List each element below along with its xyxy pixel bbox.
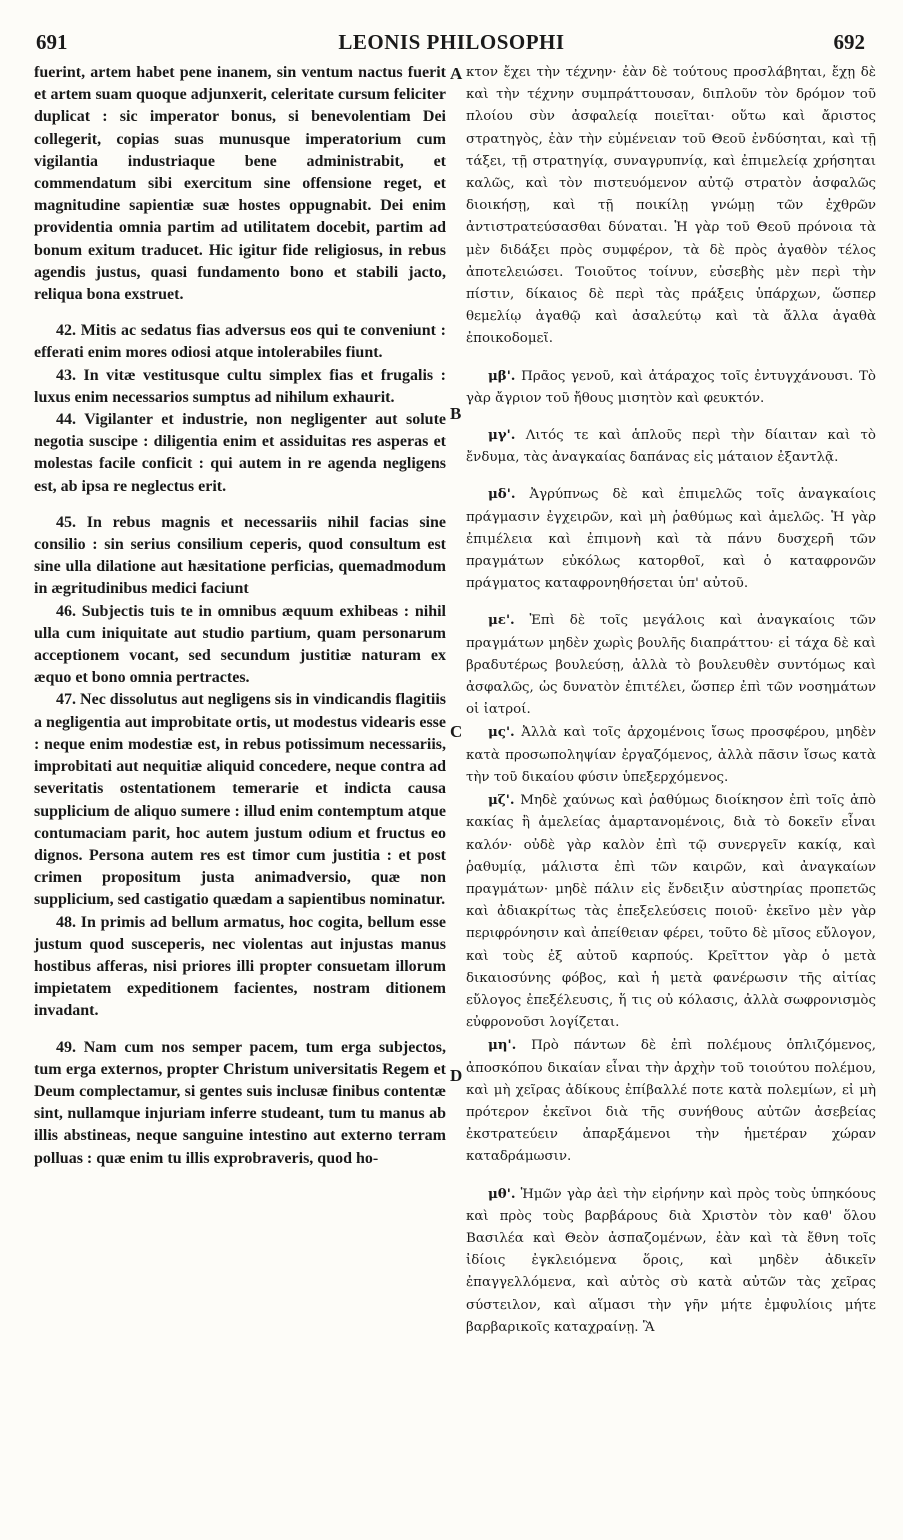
latin-paragraph-text: Vigilanter et industrie, non negligenter aut solute negotia suscipe : diligentia enim et assiduitas res asperas et molestas facile conficit : qui autem in re agenda negligens est, ab ipsa re neglectus erit. <box>34 411 446 495</box>
greek-paragraph <box>466 424 876 469</box>
latin-paragraph <box>34 320 446 364</box>
greek-paragraph <box>466 721 876 789</box>
latin-column <box>34 62 446 1170</box>
latin-paragraph-number: 44. <box>56 411 76 429</box>
latin-paragraph-number: 46. <box>56 602 76 620</box>
greek-paragraph-text: κτον ἔχει τὴν τέχνην· ἐὰν δὲ τούτους προσλάβηται, ἔχῃ δὲ καὶ τὴν τέχνην συμπράττουσαν, διπλοῦν τὸν δρόμον τοῦ πλοίου σὺν ἀσφαλείᾳ ποιεῖται· οὕτω καὶ ἄριστος στρατηγὸς, ἐὰν τὴν εὐμένειαν τοῦ Θεοῦ ἐνδύσηται, καὶ τῇ τάξει, τῇ στρατηγίᾳ, συναγρυπνίᾳ, καὶ ἐπιμελείᾳ χρήσηται καλῶς, καὶ τὸν πιστευόμενον αὐτῷ στρατὸν ἀσφαλῶς διοικήσῃ, καὶ τῇ ποικίλῃ γνώμῃ τῶν ἐχθρῶν ἀντιστρατεύσασθαι δύναται. Ἡ γὰρ τοῦ Θεοῦ πρόνοια τὰ μὲν διδάξει πρὸς συμφέρον, τὰ δὲ πρὸς ἀγαθὸν τέλος ἀποτελειώσει. Τοιοῦτος τοίνυν, εὐσεβὴς μὲν περὶ τὴν πίστιν, δίκαιος δὲ περὶ τὰς πράξεις ὑπάρχων, ὥσπερ θεμελίῳ ἀγαθῷ καὶ ἀσαλεύτῳ καὶ τὰ ἄλλα ἀγαθὰ ἐποικοδομεῖ. <box>466 65 876 347</box>
greek-paragraph <box>466 365 876 410</box>
latin-paragraph <box>34 365 446 409</box>
latin-paragraph-number: 49. <box>56 1038 76 1056</box>
greek-paragraph-number: μβ'. <box>488 367 516 384</box>
latin-paragraph <box>34 512 446 601</box>
greek-paragraph-text: Πρὸ πάντων δὲ ἐπὶ πολέμους ὁπλιζόμενος, ἀποσκόπου δικαίαν εἶναι τὴν ἀρχὴν τοῦ τοιούτου πολέμου, καὶ μὴ χεῖρας ἀδίκους ἐπίβαλλέ ποτε κατὰ πολεμίων, εἰ μὴ πρότερον ἐκεῖνοι διὰ τῆς συνήθους αὐτῶν ἀσεβείας ἐκστρατεύειν ἀπαρξάμενοι τὴν ἡμετέραν χώραν καταδράμωσιν. <box>466 1038 876 1165</box>
greek-paragraph-number: μη'. <box>488 1037 517 1054</box>
page-header <box>30 14 873 54</box>
latin-paragraph <box>34 912 446 1023</box>
page-number-left: 691 <box>36 30 68 54</box>
greek-paragraph <box>466 789 876 1034</box>
latin-paragraph-number: 45. <box>56 513 76 531</box>
greek-paragraph-number: μδ'. <box>488 486 516 503</box>
greek-paragraph <box>466 609 876 721</box>
greek-paragraph-number: με'. <box>488 612 515 629</box>
latin-paragraph <box>34 1037 446 1170</box>
margin-marker-a: A <box>450 64 463 83</box>
greek-paragraph <box>466 62 876 351</box>
greek-paragraph-number: μγ'. <box>488 427 516 444</box>
latin-paragraph <box>34 601 446 690</box>
latin-paragraph-text: Subjectis tuis te in omnibus æquum exhibeas : nihil ulla cum iniquitate aut studio partium, quam personarum acceptionem vocant, sed secundum justitiæ naturam ex æquo et bono omnia pertractes. <box>34 602 446 687</box>
latin-paragraph <box>34 409 446 498</box>
margin-marker-d: D <box>450 1066 463 1085</box>
latin-paragraph-text: In primis ad bellum armatus, hoc cogita, bellum esse justum quod susceperis, nec violentas aut injustas manus hostibus afferas, nisi priores illi propter consuetam illorum impietatem expeditionem facientes, nostram ditionem invadant. <box>34 913 446 1020</box>
greek-paragraph-text: Μηδὲ χαύνως καὶ ῥαθύμως διοίκησον ἐπὶ τοῖς ἀπὸ κακίας ἢ ἀμελείας ἁμαρτανομένοις, διὰ τὸ δοκεῖν εἶναι καλόν· οὐδὲ γὰρ καλὸν ἐπὶ τῷ συνεργεῖν κακίᾳ, καὶ ῥαθυμίᾳ, μάλιστα ἐπὶ τῶν καιρῶν, καὶ ἀναγκαίων πραγμάτων· μηδὲ πάλιν εἰς ἔνδειξιν αὐστηρίας προπετῶς καὶ ἀδιακρίτως τὰς ἐπεξελεύσεις ποιοῦ· ἐκεῖνο μὲν γὰρ περιφρόνησιν καὶ ἀπείθειαν φέρει, τοῦτο δὲ μῖσος εὔλογον, καὶ τοὺς ἐξ αὐτοῦ καρπούς. Κρεῖττον γὰρ ὁ μετὰ δικαιοσύνης φόβος, καὶ ἡ μετὰ φανέρωσιν τῆς αἰτίας εὔλογος ἐπεξέλευσις, ἥ τις οὐ κόλασις, ἀλλὰ σωφρονισμὸς εὐφρονοῦσι λογίζεται. <box>466 793 876 1031</box>
margin-marker-c: C <box>450 722 463 741</box>
latin-paragraph-text: fuerint, artem habet pene inanem, sin ventum nactus fuerit et artem suam quoque adjunxerit, celeritate cursum feliciter duplicat : sic imperator bonus, si benevolentiam Dei collegerit, copias suas munusque imperatorium cum vigilantia industriaque bene administrabit, et commendatum sibi exercitum sine offensione reget, et magnitudine sapientiæ suæ hostes oppugnabit. Dei enim providentia omnia partim ad utilitatem docebit, partim ad bonum exitum traducet. Hic igitur fide religiosus, in rebus agendis justus, quasi fundamento bono et stabili jacto, reliqua bona exstruet. <box>34 64 446 304</box>
greek-paragraph-text: Λιτός τε καὶ ἁπλοῦς περὶ τὴν δίαιταν καὶ τὸ ἔνδυμα, τὰς ἀναγκαίας δαπάνας εἰς μάταιον ἐξαντλᾷ. <box>466 428 876 466</box>
latin-paragraph-text: Nam cum nos semper pacem, tum erga subjectos, tum erga externos, propter Christum universitatis Regem et Deum complectamur, si gentes suis inclusæ finibus contentæ sint, nullamque injuriam inferre studeant, tum tu manus ab illis abstineas, neque sanguine intestino aut externo terram polluas : quæ enim tu illis exprobraveris, quod ho- <box>34 1038 447 1167</box>
latin-paragraph-text: Nec dissolutus aut negligens sis in vindicandis flagitiis a negligentia aut improbitate ortis, ut modestus videaris esse : neque enim modestiæ est, in rebus potissimum necessariis, improbitati aut nequitiæ aliquid concedere, neque contra ad severitatis ostentationem temerarie et indicta causa supplicium de aliquo sumere : illud enim contemptum atque contumaciam parit, hoc autem justum odium et fructus eo dignos. Persona autem res est timor cum justitia : et post crimen propositum justa animadversio, quæ non supplicium, sed castigatio quædam a sapientibus nominatur. <box>34 691 447 909</box>
latin-paragraph-text: In vitæ vestitusque cultu simplex fias et frugalis : luxus enim necessarios sumptus ad nihilum exhaurit. <box>34 366 446 406</box>
latin-paragraph-text: In rebus magnis et necessariis nihil facias sine consilio : sin serius consilium ceperis, quod consultum est sine ulla dilatione aut hæsitatione perficias, quemadmodum in ægritudinibus medici faciunt <box>34 513 447 598</box>
margin-marker-b: B <box>450 404 462 423</box>
greek-paragraph-text: Ἀλλὰ καὶ τοῖς ἀρχομένοις ἴσως προσφέρου, μηδὲν κατὰ προσωποληψίαν ἐργαζόμενος, ἀλλὰ πᾶσιν ἴσως κατὰ τὴν τοῦ δικαίου φύσιν ὑπεξερχόμενος. <box>466 725 876 785</box>
latin-paragraph <box>34 689 446 911</box>
page-number-right: 692 <box>833 30 865 54</box>
greek-paragraph-text: Ἐπὶ δὲ τοῖς μεγάλοις καὶ ἀναγκαίοις τῶν πραγμάτων μηδὲν χωρὶς βουλῆς διαπράττου· εἰ τάχα δὲ καὶ βραδυτέρως βουλεύσῃ, ἀλλὰ τὸ βουλευθὲν συντόμως καὶ ἀσφαλῶς, ὡς δυνατὸν ἐπιτέλει, ὥσπερ ἐπὶ τῶν νοσημάτων οἱ ἰατροί. <box>466 613 876 718</box>
greek-paragraph-number: μς'. <box>488 724 515 741</box>
greek-paragraph-text: Ἀγρύπνως δὲ καὶ ἐπιμελῶς τοῖς ἀναγκαίοις πράγμασιν ἐγχειρῶν, καὶ μὴ ῥαθύμως καὶ ἀμελῶς. Ἡ γὰρ ἐπιμέλεια καὶ ἐπιμονὴ καὶ τὰ πάνυ δυσχερῆ τῶν πραγμάτων εὐκόλως κατορθοῖ, καὶ ὁ καταφρονῶν πράγματος καταφρονηθήσεται ὑπ' αὐτοῦ. <box>466 487 876 592</box>
greek-paragraph-text: Πρᾶος γενοῦ, καὶ ἀτάραχος τοῖς ἐντυγχάνουσι. Τὸ γὰρ ἄγριον τοῦ ἤθους μισητὸν καὶ φευκτόν. <box>466 368 876 406</box>
greek-column <box>466 62 876 1339</box>
greek-paragraph <box>466 1183 876 1339</box>
latin-paragraph-number: 42. <box>56 322 76 340</box>
greek-paragraph-number: μζ'. <box>488 792 515 809</box>
greek-paragraph-number: μθ'. <box>488 1185 516 1202</box>
running-title: LEONIS PHILOSOPHI <box>338 30 565 54</box>
latin-paragraph-number: 43. <box>56 366 76 384</box>
greek-paragraph <box>466 483 876 595</box>
greek-paragraph <box>466 1034 876 1168</box>
greek-paragraph-text: Ἡμῶν γὰρ ἀεὶ τὴν εἰρήνην καὶ πρὸς τοὺς ὑπηκόους καὶ πρὸς τοὺς βαρβάρους διὰ Χριστὸν τὸν καθ' ὅλου Βασιλέα καὶ Θεὸν ἀσπαζομένων, ἐὰν καὶ τὰ ἔθνη τοῖς ἰδίοις ἐγκλειόμενα ὅροις, καὶ μηδὲν ἀδικεῖν ἐπαγγελλόμενα, καὶ αὐτὸς σὺ κατὰ αὐτῶν τὰς χεῖρας σύστειλον, καὶ αἵμασι τὴν γῆν μήτε ἐμφυλίοις μήτε βαρβαρικοῖς καταχραίνῃ. Ἃ <box>466 1186 876 1335</box>
latin-paragraph-number: 47. <box>56 691 76 709</box>
latin-paragraph <box>34 62 446 306</box>
latin-paragraph-number: 48. <box>56 913 76 931</box>
latin-paragraph-text: Mitis ac sedatus fias adversus eos qui te conveniunt : efferati enim mores odiosi atque intolerabiles fiunt. <box>34 322 446 362</box>
